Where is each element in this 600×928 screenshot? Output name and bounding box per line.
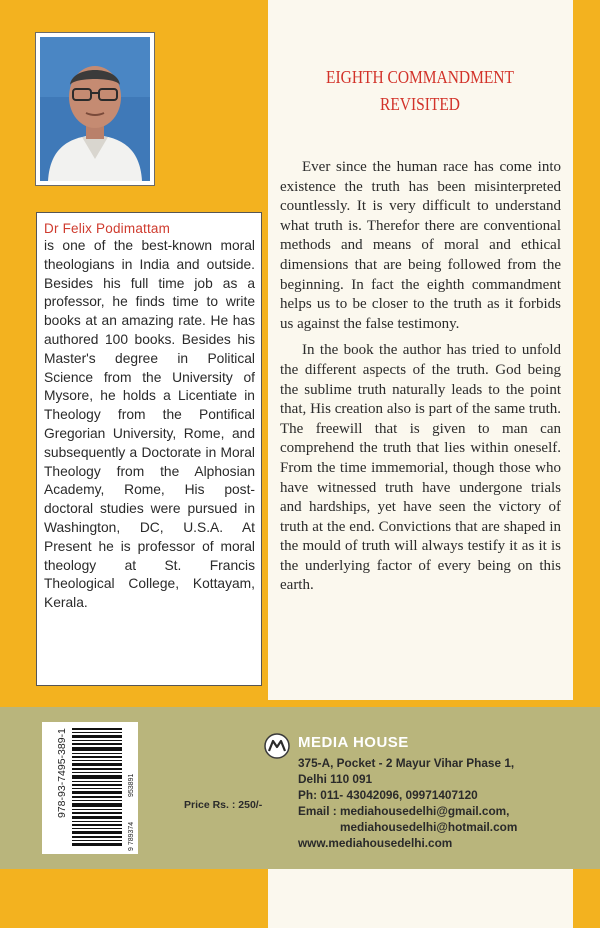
author-name: Dr Felix Podimattam [44,221,171,236]
publisher-website: www.mediahousedelhi.com [298,836,453,850]
price-label: Price Rs. : 250/- [184,799,263,811]
author-bio-box [36,212,262,686]
author-portrait-icon [40,37,150,181]
publisher-email-1: Email : mediahousedelhi@gmail.com, [298,804,510,818]
publisher-name: MEDIA HOUSE [298,734,409,751]
publisher-email-2: mediahousedelhi@hotmail.com [340,820,518,834]
book-blurb [280,158,561,603]
isbn-text: 978-93-7495-389-1 [56,728,68,818]
publisher-address-1: 375-A, Pocket - 2 Mayur Vihar Phase 1, [298,756,515,770]
publisher-address-2: Delhi 110 091 [298,772,373,786]
title-line-1: EIGHTH COMMANDMENT [326,67,514,87]
barcode-digits-left-text: 9 789374 [128,821,135,851]
blurb-paragraph-2: In the book the author has tried to unfold the different aspects of the truth. God being the sublime truth naturally leads to the point that, His creation also is part of the same truth. The freewill that is given to man can comprehend the truth that lies within oneself. From the time immemorial, though those who have witnessed truth have undergone trials and hardships, yet have seen the victory of truth at the end. Convictions that are shaped in the mould of truth will always testify it as it is the underlying factor of every being on this earth. [280,342,561,594]
right-panel-bottom-strip [268,868,573,928]
barcode-digits-right-text: 953891 [128,773,135,797]
blurb-paragraph-1: Ever since the human race has come into existence the truth has been misinterpreted countlessly. It is very difficult to understand what truth is. Therefor there are conventional methods and means of moral and ethical dimensions that are being followed from the beginning. In fact the eighth commandment helps us to be closer to the truth as it forbids us against the false testimony. [280,159,561,332]
publisher-phone: Ph: 011- 43042096, 09971407120 [298,788,478,802]
book-title [298,64,542,118]
author-bio: is one of the best-known moral theologians in India and outside. Besides his full time job as a professor, he finds time to write books at an amazing rate. He has authored 100 books. Besides his Master's degree in Political Science from the University of Mysore, he holds a Licentiate in Theology from the Pontifical Gregorian University, Rome, and subsequently a Doctorate in Moral Theology from the Alphosian Academy, Rome, His post-doctoral studies were pursued in Washington, DC, U.S.A. At Present he is professor of moral theology at St. Francis Theological College, Kottayam, Kerala. [44,238,255,611]
media-house-logo-icon [264,733,290,759]
title-line-2: REVISITED [380,94,460,114]
author-photo [35,32,155,186]
publisher-info [298,755,517,851]
